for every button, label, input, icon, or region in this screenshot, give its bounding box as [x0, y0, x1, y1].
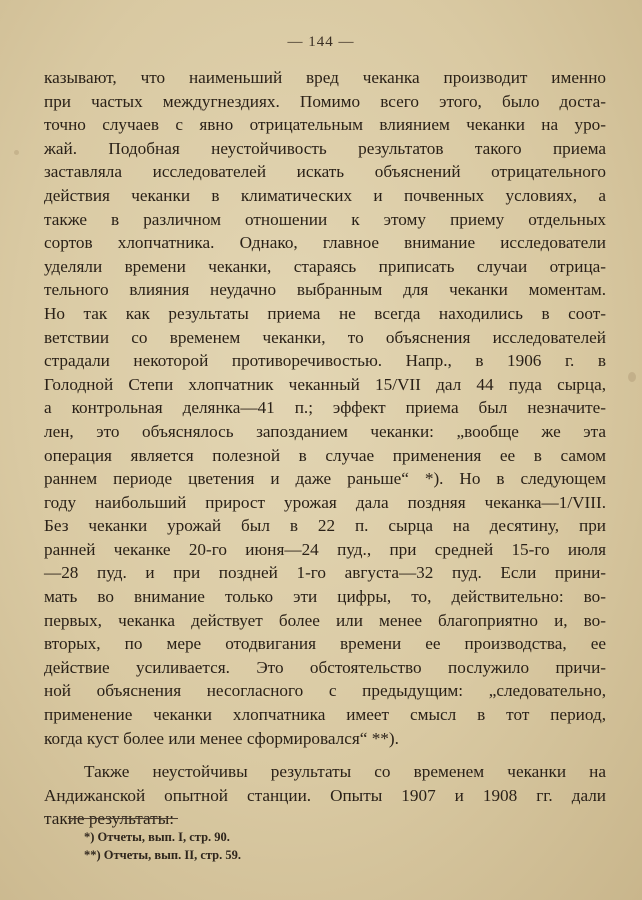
- text-line: также в различном отношении к этому приему отдельных: [44, 209, 606, 229]
- text-line: первых, чеканка действует более или менее благоприятно и, во-: [44, 610, 606, 630]
- text-line: лен, это объяснялось запозданием чеканки: „вообще же эта: [44, 421, 606, 441]
- text-line: ранней чеканке 20-го июня—24 пуд., при средней 15-го июля: [44, 539, 606, 559]
- text-line: а контрольная делянка—41 п.; эффект приема был незначите-: [44, 398, 606, 418]
- paragraph: [44, 66, 606, 750]
- text-line: Андижанской опытной станции. Опыты 1907 и 1908 гг. дали: [44, 785, 606, 805]
- text-line: тельного влияния неудачно выбранным для чеканки моментам.: [44, 280, 606, 300]
- text-line: раннем периоде цветения и даже раньше“ *). Но в следующем: [44, 469, 606, 489]
- footnote: *) Отчеты, вып. I, стр. 90.: [84, 830, 230, 844]
- text-line: операция является полезной в случае применения ее в самом: [44, 445, 606, 465]
- text-line: заставляла исследователей искать объяснений отрицательного: [44, 162, 606, 182]
- footnotes: [84, 828, 484, 864]
- text-line: году наибольший прирост урожая дала поздняя чеканка—1/VIII.: [44, 492, 606, 512]
- footnote-divider: [68, 818, 178, 819]
- paragraph: [44, 760, 606, 831]
- body-text: [44, 66, 606, 831]
- footnote: **) Отчеты, вып. II, стр. 59.: [84, 848, 242, 862]
- paper-stain: [14, 150, 19, 155]
- text-line: при частых междугнездиях. Помимо всего этого, было доста-: [44, 91, 606, 111]
- text-line: сортов хлопчатника. Однако, главное внимание исследователи: [44, 233, 606, 253]
- page-number: — 144 —: [287, 34, 355, 50]
- text-line: ной объяснения несогласного с предыдущим: „следовательно,: [44, 681, 606, 701]
- text-line: жай. Подобная неустойчивость результатов такого приема: [44, 138, 606, 158]
- text-line: действия чеканки в климатических и почвенных условиях, а: [44, 185, 606, 205]
- text-line: такие результаты:: [44, 809, 175, 829]
- text-line: ветствии со временем чеканки, то объяснения исследователей: [44, 327, 606, 347]
- text-line: Но так как результаты приема не всегда находились в соот-: [44, 303, 606, 323]
- text-line: применение чеканки хлопчатника имеет смысл в тот период,: [44, 705, 606, 725]
- text-line: —28 пуд. и при поздней 1-го августа—32 пуд. Если прини-: [44, 563, 606, 583]
- text-line: вторых, по мере отодвигания времени ее производства, ее: [44, 634, 606, 654]
- text-line: уделяли времени чеканки, стараясь приписать случаи отрица-: [44, 256, 606, 276]
- text-line: казывают, что наименьший вред чеканка производит именно: [44, 68, 606, 87]
- paragraph-gap: [44, 750, 606, 760]
- text-line: Голодной Степи хлопчатник чеканный 15/VII дал 44 пуда сырца,: [44, 374, 606, 394]
- text-line: когда куст более или менее сформировался“ **).: [44, 728, 399, 748]
- paper-stain: [628, 372, 636, 382]
- text-line: мать во внимание только эти цифры, то, действительно: во-: [44, 587, 606, 607]
- text-line: точно случаев с явно отрицательным влиянием чеканки на уро-: [44, 115, 606, 135]
- text-line: Без чеканки урожай был в 22 п. сырца на десятину, при: [44, 516, 606, 536]
- text-line: действие усиливается. Это обстоятельство послужило причи-: [44, 657, 606, 677]
- text-line: Также неустойчивы результаты со временем чеканки на: [84, 762, 606, 782]
- text-line: страдали некоторой противоречивостью. Напр., в 1906 г. в: [44, 351, 606, 371]
